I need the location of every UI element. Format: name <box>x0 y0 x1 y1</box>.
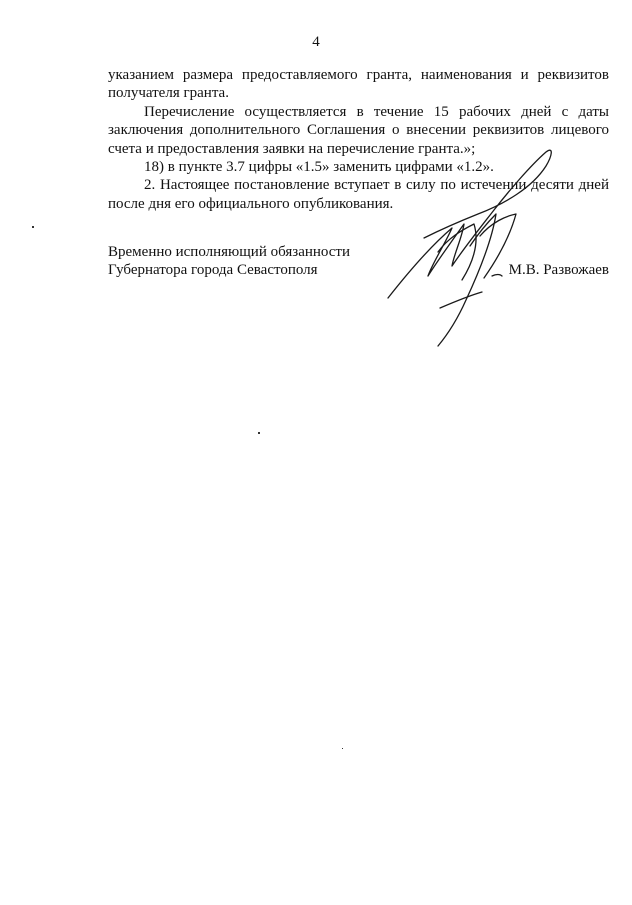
paragraph-entry-into-force: 2. Настоящее постановление вступает в силу по истечении десяти дней после дня его официального опубликования. <box>108 177 609 212</box>
signatory-position-line-1: Временно исполняющий обязанности <box>108 244 351 260</box>
signatory-position-line-2: Губернатора города Севастополя <box>108 262 318 279</box>
signatory-name: М.В. Развожаев <box>508 262 609 278</box>
paragraph-grant-details: указанием размера предоставляемого гранта, наименования и реквизитов получателя гранта. <box>108 67 609 102</box>
paragraph-transfer-terms: Перечисление осуществляется в течение 15 рабочих дней с даты заключения дополнительного Соглашения о внесении реквизитов лицевого счета и предоставления заявки на перечисление гранта.»; <box>108 103 609 157</box>
page-number: 4 <box>312 34 320 50</box>
scan-speck <box>258 432 260 434</box>
handwritten-signature <box>380 140 560 350</box>
scan-speck <box>342 748 343 749</box>
paragraph-item-18: 18) в пункте 3.7 цифры «1.5» заменить цифрами «1.2». <box>144 159 494 176</box>
signatory-position <box>108 243 350 280</box>
scan-speck <box>32 226 34 228</box>
